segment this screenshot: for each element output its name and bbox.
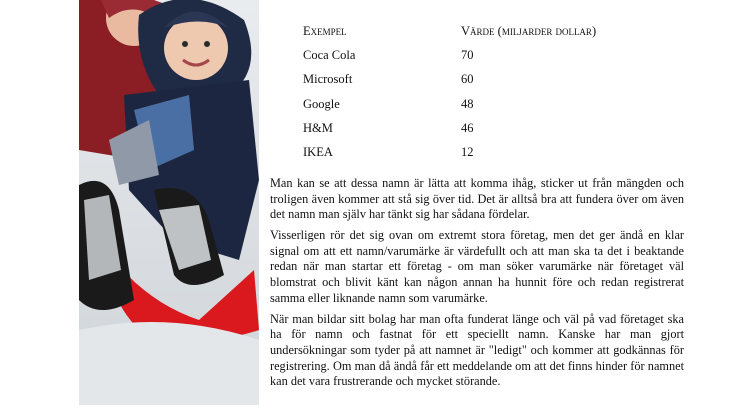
- row-name: H&M: [303, 120, 333, 135]
- row-name: Google: [303, 96, 340, 111]
- paragraph: När man bildar sitt bolag har man ofta funderat länge och väl på vad företaget ska ha för namn och fastnat för ett speciellt namn. Kanske har man gjort undersökningar som tyder på att namnet är "ledigt" och kommer att godkännas för registrering. Om man då ändå får ett meddelande om att det finns hinder för namnet kan det vara frustrerande och mycket störande.: [270, 311, 684, 389]
- row-name: IKEA: [303, 144, 333, 159]
- row-value: 12: [461, 144, 474, 159]
- header-value: Värde (miljarder dollar): [461, 24, 597, 38]
- row-name: Coca Cola: [303, 48, 356, 63]
- row-value: 60: [461, 72, 474, 87]
- row-value: 46: [461, 120, 474, 135]
- row-value: 48: [461, 96, 474, 111]
- header-example: Exempel: [303, 24, 347, 38]
- body-text: [270, 176, 684, 395]
- row-value: 70: [461, 48, 474, 63]
- row-name: Microsoft: [303, 72, 353, 87]
- paragraph: Man kan se att dessa namn är lätta att komma ihåg, sticker ut från mängden och troligen även kommer att stå sig över tid. Det är alltså bra att fundera över om även det namn man själv har tänkt sig har sådana fördelar.: [270, 176, 684, 222]
- children-on-sled-photo: [79, 0, 259, 405]
- paragraph: Visserligen rör det sig ovan om extremt stora företag, men det ger ändå en klar signal om att ett namn/varumärke är värdefullt och att man ska ta det i beaktande redan när man startar ett företag - om man söker varumärke när företaget väl blomstrat och blivit känt kan någon annan ha hunnit före och redan registrerat samma eller liknande namn som varumärke.: [270, 228, 684, 305]
- photo-illustration: [79, 0, 259, 405]
